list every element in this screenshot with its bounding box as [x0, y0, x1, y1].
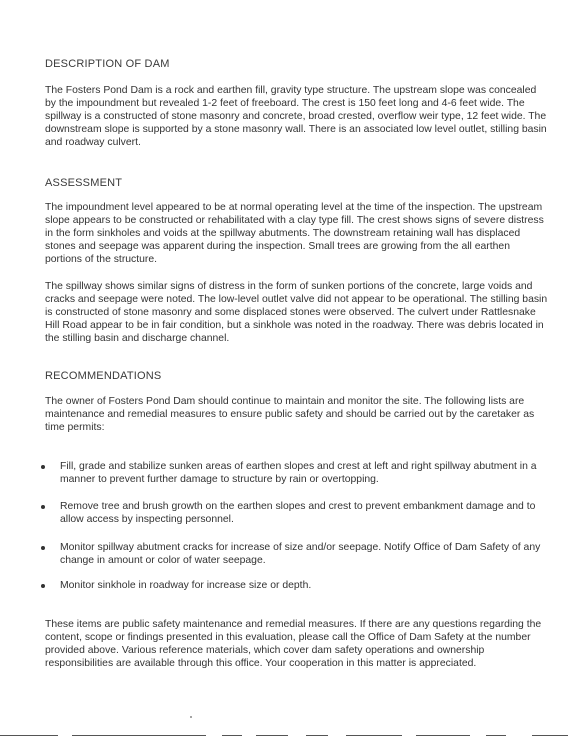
closing-paragraph: These items are public safety maintenance and remedial measures. If there are any questions regarding the content, scope or findings presented in this evaluation, please call the Office of Dam Safety at the number provided above. Various reference materials, which cover dam safety operations and ownership responsibilities are available through this office. Your cooperation in this matter is appreciated. [45, 619, 542, 670]
recommendations-intro: The owner of Fosters Pond Dam should continue to maintain and monitor the site. The following lists are maintenance and remedial measures to ensure public safety and should be carried out by the caretaker as time permits: [45, 396, 535, 434]
description-text: The Fosters Pond Dam is a rock and earthen fill, gravity type structure. The upstream slope was concealed by the impoundment but revealed 1-2 feet of freeboard. The crest is 150 feet long and 4-6 feet wide. The spillway is a constructed of stone masonry and concrete, broad crested, overflow weir type, 12 feet wide. The downstream slope is supported by a stone masonry wall. There is an associated low level outlet, stilling basin and roadway culvert. [45, 85, 547, 149]
list-item-text: Fill, grade and stabilize sunken areas of earthen slopes and crest at left and right spillway abutment in a manner to prevent further damage to structure by rain or overtopping. [60, 461, 537, 486]
assessment-heading: ASSESSMENT [45, 177, 123, 189]
recommendations-heading: RECOMMENDATIONS [45, 370, 162, 382]
footer-rule [486, 735, 506, 736]
bullet-icon [41, 505, 45, 509]
list-item-text: Monitor spillway abutment cracks for increase of size and/or seepage. Notify Office of Dam Safety of any change in amount or color of water seepage. [60, 542, 541, 567]
footer-rule [346, 735, 402, 736]
footer-rule [256, 735, 288, 736]
footer-rule [222, 735, 242, 736]
footer-rule [306, 735, 328, 736]
list-item [38, 541, 553, 567]
footer-rule [532, 735, 568, 736]
footer-rule [0, 735, 58, 736]
description-heading: DESCRIPTION OF DAM [45, 58, 170, 70]
list-item [38, 500, 553, 526]
list-item-text: Remove tree and brush growth on the earthen slopes and crest to prevent embankment damage and to allow access by inspecting personnel. [60, 501, 536, 526]
bullet-icon [41, 584, 45, 588]
list-item [38, 460, 553, 486]
bullet-icon [41, 465, 45, 469]
assessment-paragraph-1: The impoundment level appeared to be at normal operating level at the time of the inspection. The upstream slope appears to be constructed or rehabilitated with a clay type fill. The crest shows signs of severe distress in the form sinkholes and voids at the spillway abutments. The downstream retaining wall has displaced stones and seepage was apparent during the inspection. Small trees are growing from the all earthen portions of the structure. [45, 202, 544, 266]
scan-speck [190, 716, 192, 718]
list-item-text: Monitor sinkhole in roadway for increase size or depth. [60, 580, 312, 591]
bullet-icon [41, 546, 45, 550]
list-item [38, 579, 553, 592]
footer-rule [416, 735, 470, 736]
assessment-paragraph-2: The spillway shows similar signs of distress in the form of sunken portions of the concrete, large voids and cracks and seepage were noted. The low-level outlet valve did not appear to be operational. The stilling basin is constructed of stone masonry and some displaced stones were observed. The culvert under Rattlesnake Hill Road appear to be in fair condition, but a sinkhole was noted in the roadway. There was debris located in the stilling basin and discharge channel. [45, 281, 548, 345]
footer-rule [72, 735, 206, 736]
